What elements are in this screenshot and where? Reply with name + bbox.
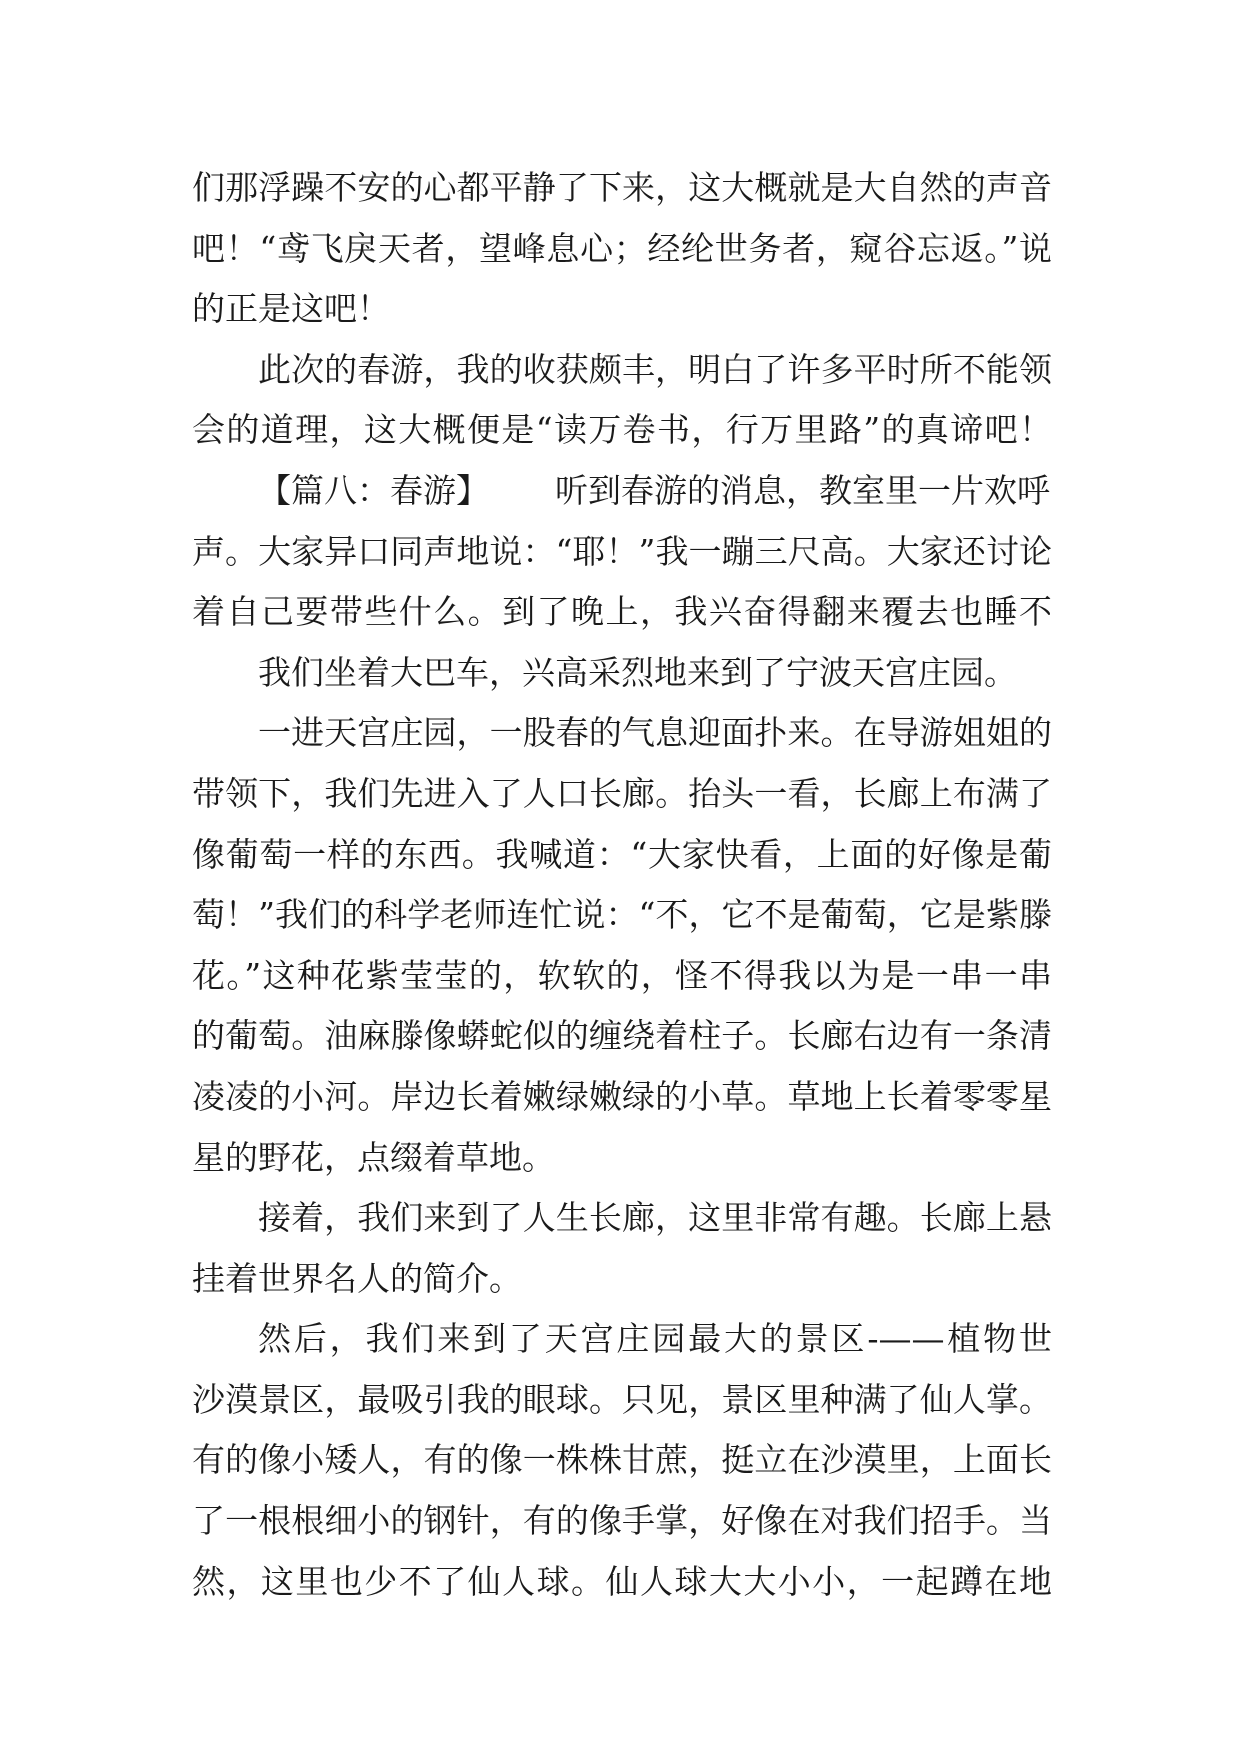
text-line: 的正是这吧！ bbox=[192, 289, 390, 329]
text-line: 我们坐着大巴车，兴高采烈地来到了宁波天宫庄园。 bbox=[258, 652, 1017, 692]
text-line: 了一根根细小的钢针，有的像手掌，好像在对我们招手。当 bbox=[192, 1501, 1052, 1541]
text-line: 一进天宫庄园，一股春的气息迎面扑来。在导游姐姐的 bbox=[258, 713, 1052, 753]
text-line: 声。大家异口同声地说：“耶！”我一蹦三尺高。大家还讨论 bbox=[192, 531, 1052, 571]
text-line: 像葡萄一样的东西。我喊道：“大家快看，上面的好像是葡 bbox=[192, 834, 1052, 874]
text-line: 着自己要带些什么。到了晚上，我兴奋得翻来覆去也睡不 bbox=[192, 592, 1052, 632]
text-line: 吧！“鸢飞戾天者，望峰息心；经纶世务者，窥谷忘返。”说 bbox=[192, 228, 1052, 268]
text-line: 然，这里也少不了仙人球。仙人球大大小小，一起蹲在地 bbox=[192, 1561, 1052, 1601]
text-line: 带领下，我们先进入了人口长廊。抬头一看，长廊上布满了 bbox=[192, 773, 1052, 813]
section-heading: 【篇八：春游】 bbox=[258, 470, 489, 510]
text-line: 们那浮躁不安的心都平静了下来，这大概就是大自然的声音 bbox=[192, 168, 1052, 207]
text-line-segment: 听到春游的消息，教室里一片欢呼 bbox=[555, 470, 1050, 510]
text-line: 的葡萄。油麻滕像蟒蛇似的缠绕着柱子。长廊右边有一条清 bbox=[192, 1016, 1052, 1056]
text-line: 有的像小矮人，有的像一株株甘蔗，挺立在沙漠里，上面长 bbox=[192, 1440, 1052, 1480]
section-heading-line bbox=[192, 461, 1052, 522]
text-line: 然后，我们来到了天宫庄园最大的景区-——植物世 bbox=[258, 1319, 1052, 1359]
text-line: 凌凌的小河。岸边长着嫩绿嫩绿的小草。草地上长着零零星 bbox=[192, 1076, 1052, 1116]
text-line: 挂着世界名人的简介。 bbox=[192, 1258, 522, 1298]
text-line: 接着，我们来到了人生长廊，这里非常有趣。长廊上悬 bbox=[258, 1198, 1052, 1238]
text-line: 萄！”我们的科学老师连忙说：“不，它不是葡萄，它是紫滕 bbox=[192, 895, 1052, 935]
text-line: 花。”这种花紫莹莹的，软软的，怪不得我以为是一串一串 bbox=[192, 955, 1052, 995]
text-line: 此次的春游，我的收获颇丰，明白了许多平时所不能领 bbox=[258, 349, 1052, 389]
text-line: 会的道理，这大概便是“读万卷书，行万里路”的真谛吧！ bbox=[192, 410, 1052, 450]
body-text bbox=[192, 158, 1052, 1612]
text-line: 沙漠景区，最吸引我的眼球。只见，景区里种满了仙人掌。 bbox=[192, 1379, 1052, 1419]
text-line: 星的野花，点缀着草地。 bbox=[192, 1137, 555, 1177]
